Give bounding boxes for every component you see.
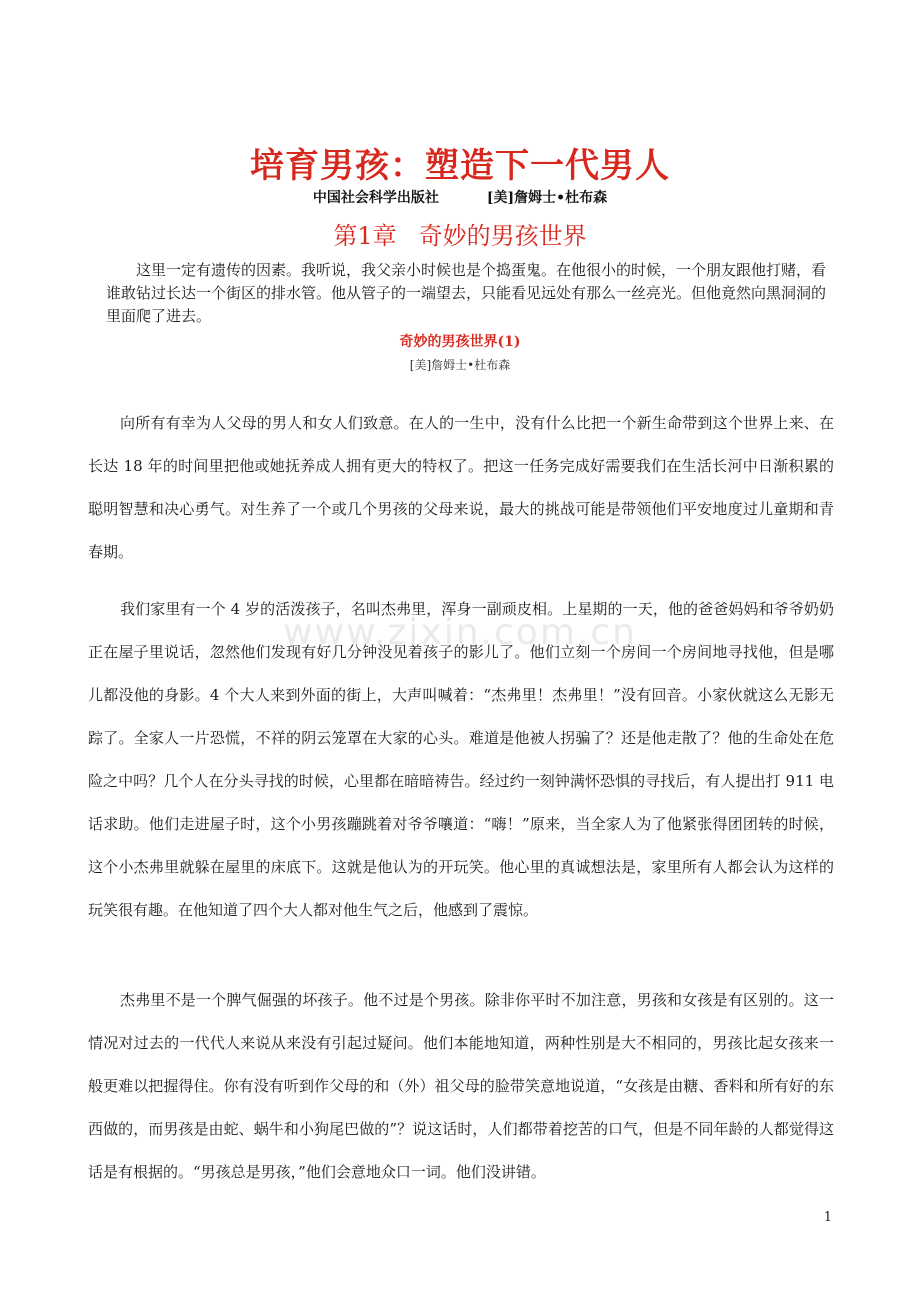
page-number: 1 bbox=[823, 1210, 832, 1225]
body-paragraph-3: 杰弗里不是一个脾气倔强的坏孩子。他不过是个男孩。除非你平时不加注意，男孩和女孩是有区别的。这一情况对过去的一代代人来说从来没有引起过疑问。他们本能地知道，两种性别是大不相同的，男孩比起女孩来一般更难以把握得住。你有没有听到作父母的和（外）祖父母的脸带笑意地说道，“女孩是由糖、香料和所有好的东西做的，而男孩是由蛇、蜗牛和小狗尾巴做的”？说这话时，人们都带着挖苦的口气，但是不同年龄的人都觉得这话是有根据的。“男孩总是男孩，”他们会意地众口一词。他们没讲错。 bbox=[88, 991, 834, 1181]
publisher: 中国社会科学出版社 bbox=[312, 190, 439, 206]
document-title: 培育男孩：塑造下一代男人 bbox=[250, 146, 670, 186]
publication-info bbox=[0, 187, 920, 207]
chapter-heading bbox=[0, 216, 920, 251]
body-paragraph-1: 向所有有幸为人父母的男人和女人们致意。在人的一生中，没有什么比把一个新生命带到这个世界上来、在长达 18 年的时间里把他或她抚养成人拥有更大的特权了。把这一任务完成好需要我们在生活长河中日渐积累的聪明智慧和决心勇气。对生养了一个或几个男孩的父母来说，最大的挑战可能是带领他们平安地度过儿童期和青春期。 bbox=[88, 414, 834, 561]
chapter-title: 奇妙的男孩世界 bbox=[418, 222, 587, 250]
author: [美]詹姆士•杜布森 bbox=[486, 190, 608, 206]
body-paragraph-2: 我们家里有一个 4 岁的活泼孩子，名叫杰弗里，浑身一副顽皮相。上星期的一天，他的爸爸妈妈和爷爷奶奶正在屋子里说话，忽然他们发现有好几分钟没见着孩子的影儿了。他们立刻一个房间一个房间地寻找他，但是哪儿都没他的身影。4 个大人来到外面的街上，大声叫喊着：“杰弗里！杰弗里！”没有回音。小家伙就这么无影无踪了。全家人一片恐慌，不祥的阴云笼罩在大家的心头。难道是他被人拐骗了？还是他走散了？他的生命处在危险之中吗？几个人在分头寻找的时候，心里都在暗暗祷告。经过约一刻钟满怀恐惧的寻找后，有人提出打 911 电话求助。他们走进屋子时，这个小男孩蹦跳着对爷爷嚷道：“嗨！”原来，当全家人为了他紧张得团团转的时候，这个小杰弗里就躲在屋里的床底下。这就是他认为的开玩笑。他心里的真诚想法是，家里所有人都会认为这样的玩笑很有趣。在他知道了四个大人都对他生气之后，他感到了震惊。 bbox=[88, 600, 834, 919]
chapter-number: 第1章 bbox=[333, 222, 397, 250]
section-author: [美]詹姆士•杜布森 bbox=[409, 358, 511, 372]
section-title: 奇妙的男孩世界(1) bbox=[399, 334, 521, 350]
intro-paragraph: 这里一定有遗传的因素。我听说，我父亲小时候也是个捣蛋鬼。在他很小的时候，一个朋友跟他打赌，看谁敢钻过长达一个街区的排水管。他从管子的一端望去，只能看见远处有那么一丝亮光。但他竟然向黑洞洞的里面爬了进去。 bbox=[106, 261, 827, 325]
watermark: www.zixin.com.cn bbox=[283, 612, 637, 653]
